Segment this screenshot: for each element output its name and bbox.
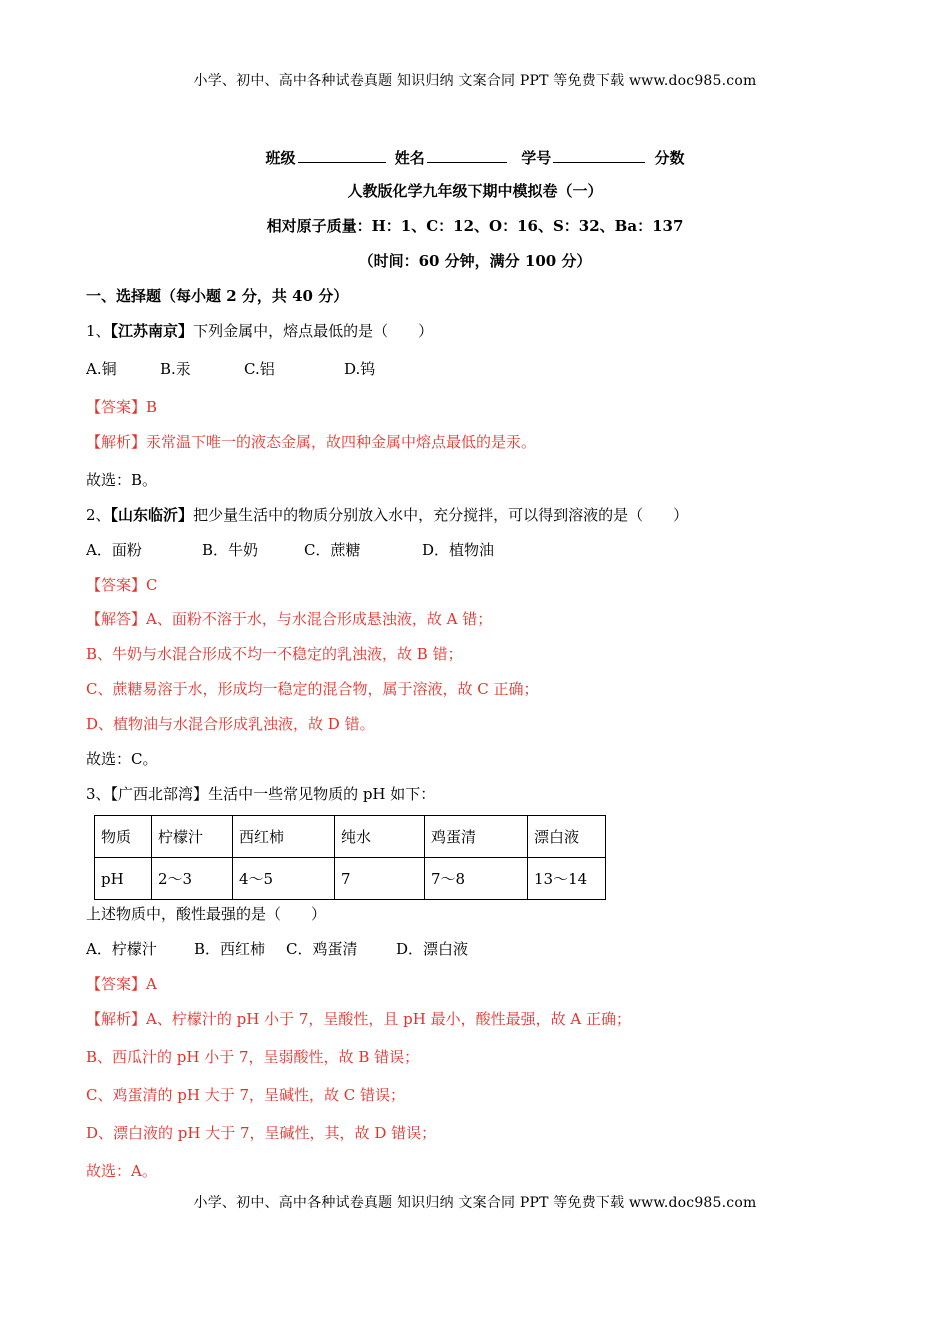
time-info: （时间：60 分钟，满分 100 分） [358,252,592,270]
q3-analysis-line-4: D、漂白液的 pH 大于 7，呈碱性，其，故 D 错误； [86,1124,437,1142]
q1-analysis-label: 【解析】 [86,433,147,451]
q1-answer: 【答案】B [86,398,158,416]
q2-answer: 【答案】C [86,576,158,594]
table-cell: 西红柿 [233,816,335,858]
q2-option-d: D．植物油 [422,541,495,559]
id-label: 学号 [521,149,552,167]
table-cell: 7 [335,858,425,900]
q2-analysis-line-4: D、植物油与水混合形成乳浊液，故 D 错。 [86,715,375,733]
q1-analysis [86,432,536,452]
table-cell: 7～8 [425,858,528,900]
q2-text: 把少量生活中的物质分别放入水中，充分搅拌，可以得到溶液的是（ ） [193,506,689,524]
table-cell: 鸡蛋清 [425,816,528,858]
q2-analysis-line-2: B、牛奶与水混合形成不均一不稳定的乳浊液，故 B 错； [86,645,463,663]
table-row [95,816,606,858]
table-cell: 物质 [95,816,152,858]
table-cell: 2～3 [152,858,233,900]
q3-question: 上述物质中，酸性最强的是（ ） [86,905,327,923]
q1-option-d: D.钨 [344,360,376,378]
q1-text: 下列金属中，熔点最低的是（ ） [193,322,434,340]
q1-number: 1、 [86,322,111,340]
table-cell: 柠檬汁 [152,816,233,858]
q3-answer: 【答案】A [86,975,157,993]
q3-option-c: C．鸡蛋清 [286,940,358,958]
q3-source: 【广西北部湾】 [110,785,209,803]
q2-source: 【山东临沂】 [110,506,194,524]
q2-options [86,540,494,560]
q2-option-a: A．面粉 [86,541,142,559]
q3-stem [86,784,435,804]
q3-analysis-line-3: C、鸡蛋清的 pH 大于 7，呈碱性，故 C 错误； [86,1086,406,1104]
table-cell: 13～14 [528,858,606,900]
section-heading: 一、选择题（每小题 2 分，共 40 分） [86,287,349,305]
page-title: 人教版化学九年级下期中模拟卷（一） [347,182,603,200]
table-cell: 4～5 [233,858,335,900]
q3-options [86,939,468,959]
q2-number: 2、 [86,506,111,524]
q3-option-d: D．漂白液 [396,940,469,958]
page-footer: 小学、初中、高中各种试卷真题 知识归纳 文案合同 PPT 等免费下载 www.doc985.com [193,1195,757,1211]
class-blank[interactable] [298,146,386,163]
q3-number: 3、 [86,785,111,803]
name-label: 姓名 [394,149,425,167]
q1-stem [86,321,433,341]
q1-options [86,359,375,379]
q3-option-a: A．柠檬汁 [86,940,157,958]
q1-source: 【江苏南京】 [110,322,194,340]
q2-conclusion: 故选：C。 [86,750,158,768]
score-label: 分数 [654,149,685,167]
q2-analysis-line-1 [86,609,492,629]
q2-analysis-text-1: A、面粉不溶于水，与水混合形成悬浊液，故 A 错； [146,610,493,628]
q2-stem [86,505,688,525]
q2-analysis-label: 【解答】 [86,610,147,628]
q2-option-b: B．牛奶 [202,541,259,559]
student-info-line [0,146,950,168]
q3-text: 生活中一些常见物质的 pH 如下： [208,785,436,803]
q1-conclusion: 故选：B。 [86,471,158,489]
q1-option-a: A.铜 [86,360,117,378]
page-header: 小学、初中、高中各种试卷真题 知识归纳 文案合同 PPT 等免费下载 www.doc985.com [193,73,757,89]
q3-conclusion: 故选：A。 [86,1162,157,1180]
name-blank[interactable] [427,146,507,163]
q1-option-c: C.铝 [244,360,275,378]
class-label: 班级 [265,149,296,167]
table-cell: 纯水 [335,816,425,858]
q3-analysis-text-1: A、柠檬汁的 pH 小于 7，呈酸性，且 pH 最小，酸性最强，故 A 正确； [146,1010,631,1028]
q1-option-b: B.汞 [160,360,191,378]
table-row [95,858,606,900]
q2-option-c: C．蔗糖 [304,541,361,559]
atomic-mass-line: 相对原子质量：H：1、C：12、O：16、S：32、Ba：137 [266,217,684,235]
q1-analysis-text: 汞常温下唯一的液态金属，故四种金属中熔点最低的是汞。 [146,433,537,451]
table-cell: pH [95,858,152,900]
id-blank[interactable] [553,146,645,163]
table-cell: 漂白液 [528,816,606,858]
q3-analysis-line-2: B、西瓜汁的 pH 小于 7，呈弱酸性，故 B 错误； [86,1048,420,1066]
q3-option-b: B．西红柿 [194,940,266,958]
q3-analysis-line-1 [86,1009,631,1029]
q3-analysis-label: 【解析】 [86,1010,147,1028]
ph-table [94,815,606,900]
q2-analysis-line-3: C、蔗糖易溶于水，形成均一稳定的混合物，属于溶液，故 C 正确； [86,680,539,698]
